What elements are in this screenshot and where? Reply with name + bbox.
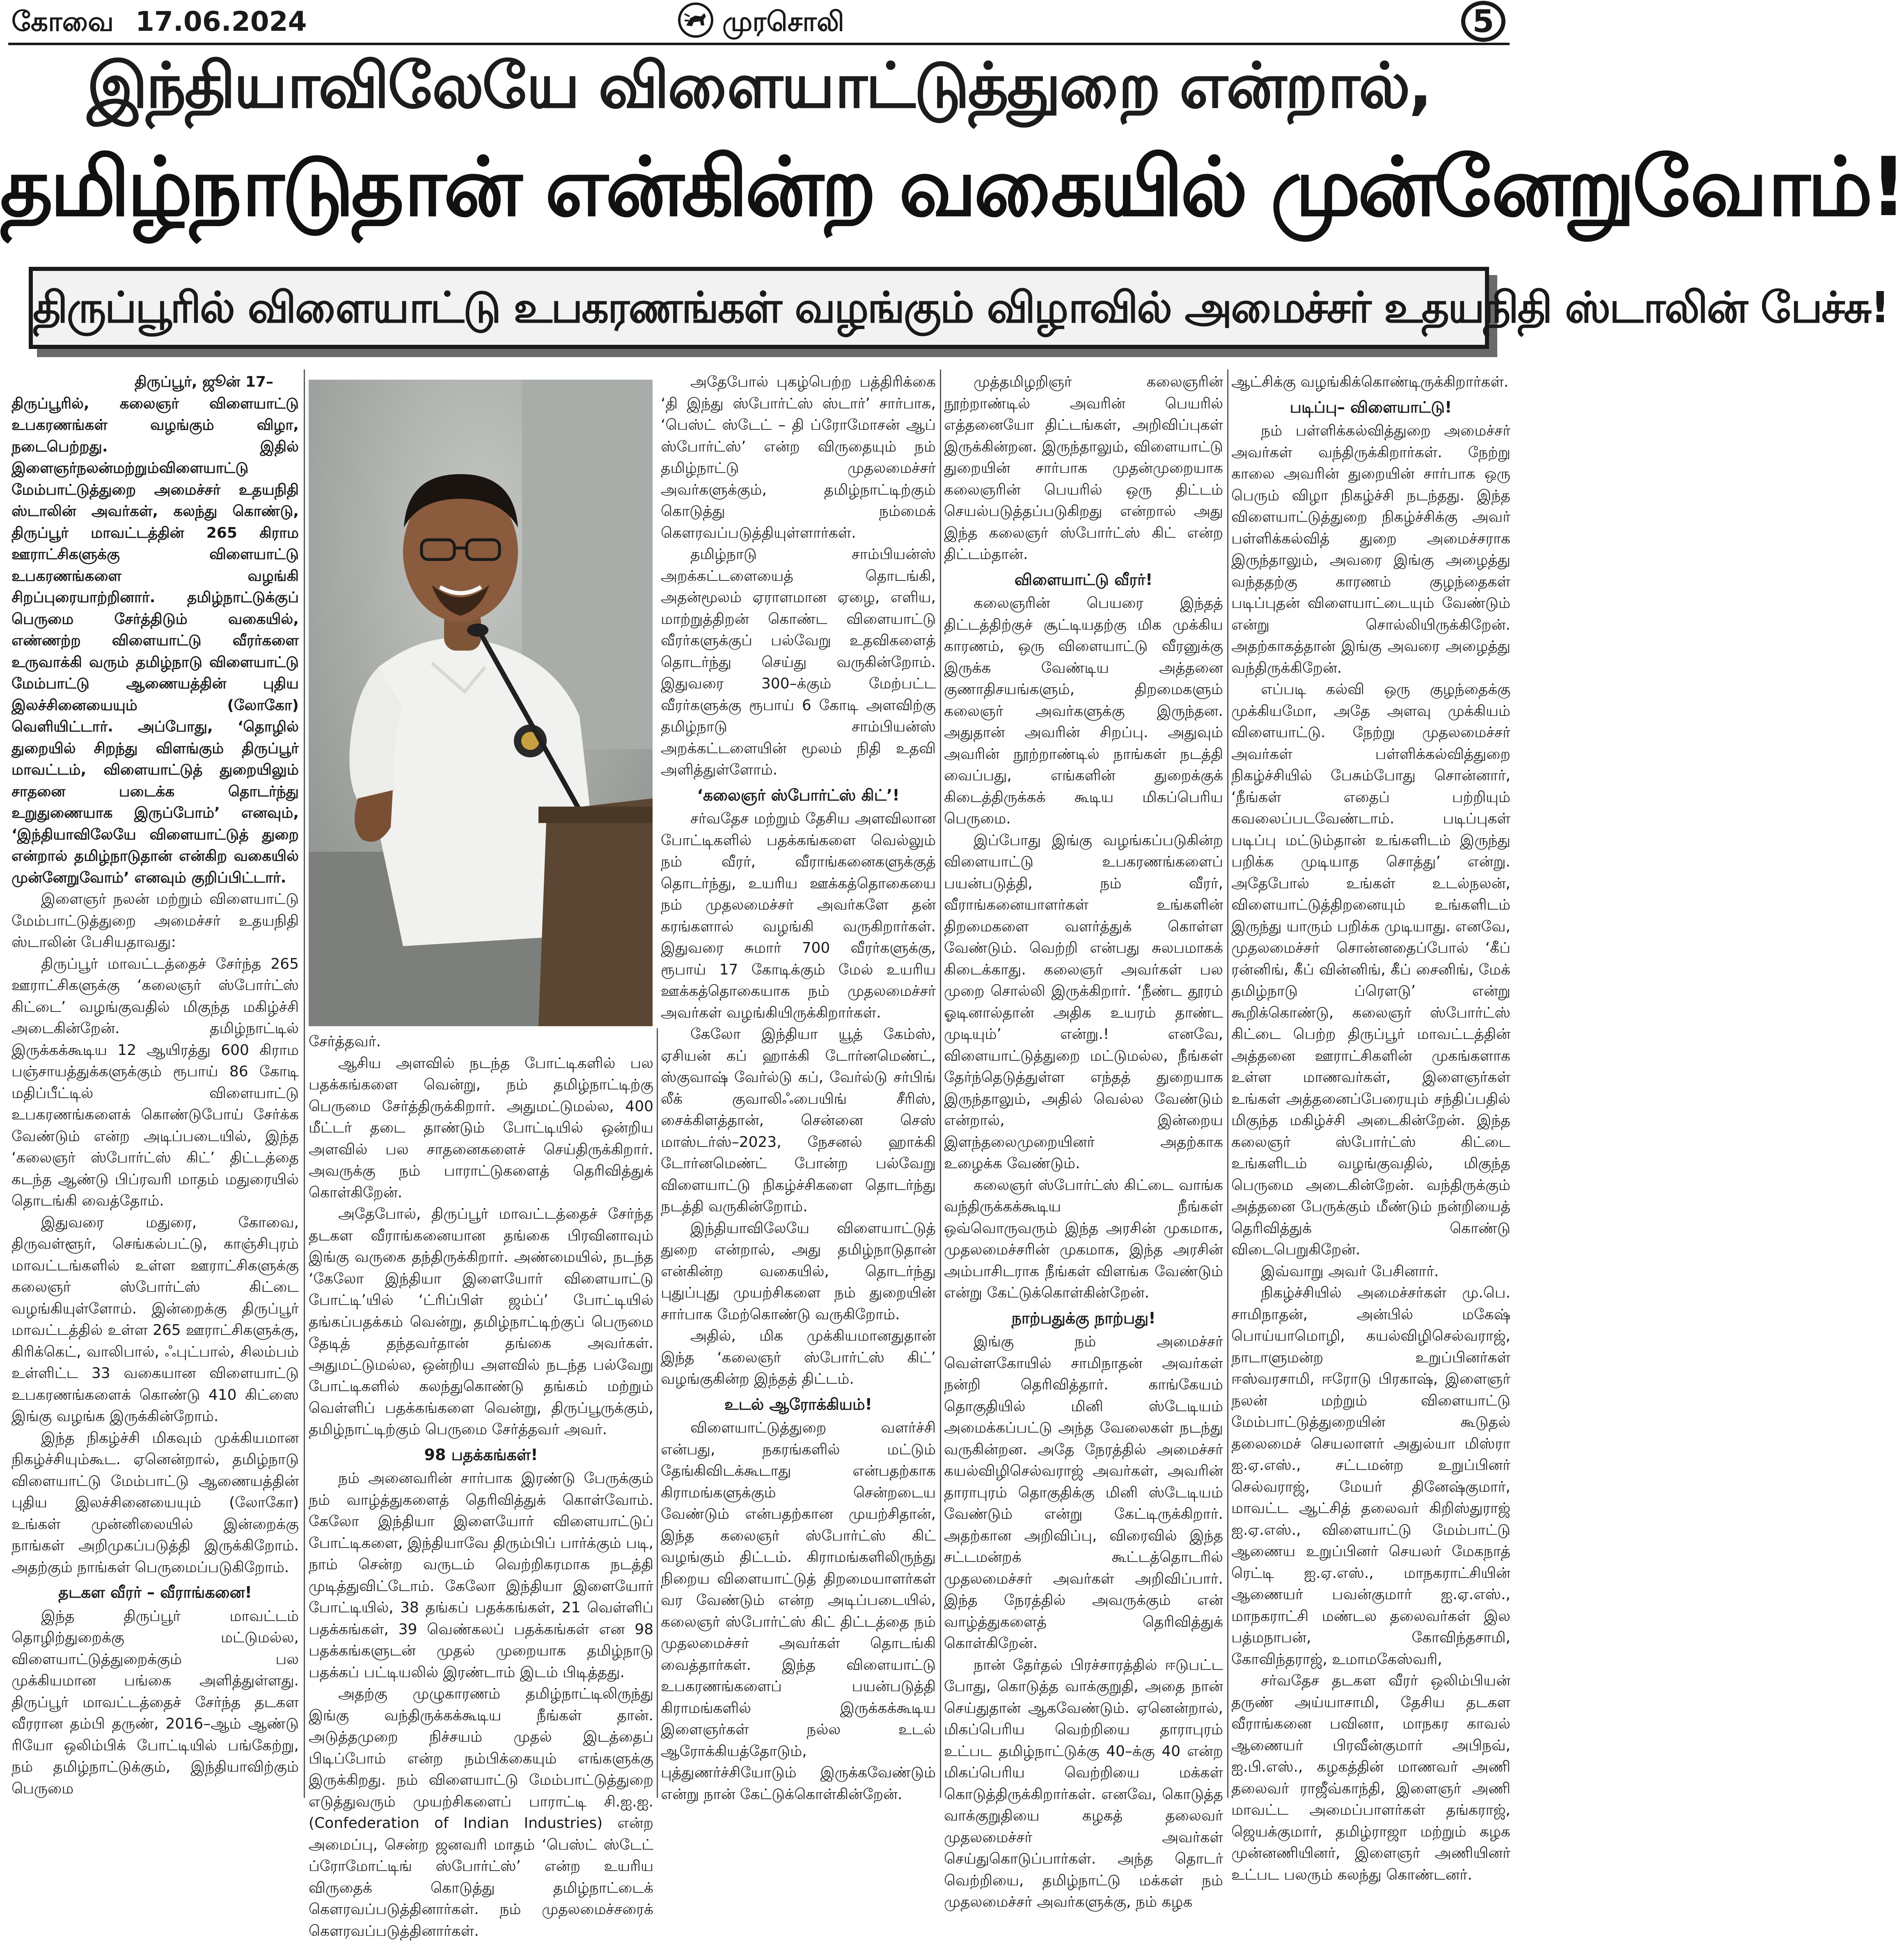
article-paragraph: சேர்த்தவர்.: [309, 1033, 381, 1050]
article-paragraph: திருப்பூரில், கலைஞர் விளையாட்டு உபகரணங்கள் வழங்கும் விழா, நடைபெற்றது. இதில் இளைஞர்நலன்மற்றும்விளையாட்டு மேம்பாட்டுத்துறை அமைச்சர் உதயநிதி ஸ்டாலின் அவர்கள், கலந்து கொண்டு, திருப்பூர் மாவட்டத்தின் 265 கிராம ஊராட்சிகளுக்கு விளையாட்டு உபகரணங்களை வழங்கி சிறப்புரையாற்றினார். தமிழ்நாட்டுக்குப் பெருமை சேர்த்திடும் வகையில், எண்ணற்ற விளையாட்டு வீரர்களை உருவாக்கி வரும் தமிழ்நாடு விளையாட்டு மேம்பாட்டு ஆணையத்தின் புதிய இலச்சினையையும் (லோகோ) வெளியிட்டார். அப்போது, ‘தொழில் துறையில் சிறந்து விளங்கும் திருப்பூர் மாவட்டம், விளையாட்டுத் துறையிலும் சாதனை படைக்க தொடர்ந்து உறுதுணையாக இருப்போம்’ எனவும், ‘இந்தியாவிலேயே விளையாட்டுத் துறை என்றால் தமிழ்நாடுதான் என்கிற வகையில் முன்னேறுவோம்’ எனவும் குறிப்பிட்டார்.: [11, 395, 299, 886]
article-paragraph: இந்தியாவிலேயே விளையாட்டுத் துறை என்றால், அது தமிழ்நாடுதான் என்கின்ற வகையில், தொடர்ந்து புதுப்புது முயற்சிகளை நம் துறையின் சார்பாக மேற்கொண்டு வருகிறோம்.: [661, 1220, 936, 1323]
article-paragraph: விளையாட்டுத்துறை வளர்ச்சி என்பது, நகரங்களில் மட்டும் தேங்கிவிடக்கூடாது என்பதற்காக கிராமங்களுக்கும் சென்றடைய வேண்டும் என்பதற்கான முயற்சிதான், இந்த கலைஞர் ஸ்போர்ட்ஸ் கிட் வழங்கும் திட்டம். கிராமங்களிலிருந்து நிறைய விளையாட்டுத் திறமையாளர்கள் வர வேண்டும் என்ற அடிப்படையில், கலைஞர் ஸ்போர்ட்ஸ் கிட் திட்டத்தை நம் முதலமைச்சர் அவர்கள் தொடங்கி வைத்தார்கள். இந்த விளையாட்டு உபகரணங்களைப் பயன்படுத்தி கிராமங்களில் இருக்கக்கூடிய இளைஞர்கள் நல்ல உடல் ஆரோக்கியத்தோடும், புத்துணர்ச்சியோடும் இருக்கவேண்டும் என்று நான் கேட்டுக்கொள்கின்றேன்.: [661, 1419, 936, 1803]
article-paragraph: திருப்பூர், ஜூன் 17–: [135, 374, 273, 390]
section-subheading: நாற்பதுக்கு நாற்பது!: [1011, 1309, 1156, 1327]
article-paragraph: சர்வதேச தடகள வீரர் ஒலிம்பியன் தருண் அய்யாசாமி, தேசிய தடகள வீராங்கனை பவினா, மாநகர காவல் ஆணையர் பிரவீன்குமார் அபிநவ், ஐ.பி.எஸ்., கழகத்தின் மாணவர் அணி தலைவர் ராஜீவ்காந்தி, இளைஞர் அணி மாவட்ட அமைப்பாளர்கள் தங்கராஜ், ஜெயக்குமார், தமிழ்ராஜா மற்றும் கழக முன்னணியினர், இளைஞர் அணியினர் உட்பட பலரும் கலந்து கொண்டனர்.: [1231, 1672, 1510, 1883]
column-divider: [1227, 369, 1228, 1798]
article-paragraph: இந்த நிகழ்ச்சி மிகவும் முக்கியமான நிகழ்ச்சியும்கூட. ஏனென்றால், தமிழ்நாடு விளையாட்டு மேம்பாட்டு ஆணையத்தின் புதிய இலச்சினையையும் (லோகோ) உங்கள் முன்னிலையில் இன்றைக்கு நாங்கள் அறிமுகப்படுத்தி இருக்கிறோம். அதற்கும் நாங்கள் பெருமைப்படுகிறோம்.: [11, 1429, 299, 1576]
column-divider: [304, 369, 305, 1798]
article-paragraph: நம் அனைவரின் சார்பாக இரண்டு பேருக்கும் நம் வாழ்த்துகளைத் தெரிவித்துக் கொள்வோம். கேலோ இந்தியா இளையோர் விளையாட்டுப் போட்டிகளை, இந்தியாவே திரும்பிப் பார்க்கும் படி, நாம் சென்ற வருடம் வெற்றிகரமாக நடத்தி முடித்துவிட்டோம். கேலோ இந்தியா இளையோர் போட்டியில், 38 தங்கப் பதக்கங்கள், 21 வெள்ளிப் பதக்கங்கள், 39 வெண்கலப் பதக்கங்கள் என 98 பதக்கங்களுடன் முதல் முறையாக தமிழ்நாடு பதக்கப் பட்டியலில் இரண்டாம் இடம் பிடித்தது.: [309, 1470, 653, 1681]
article-paragraph: அதில், மிக முக்கியமானதுதான் இந்த ‘கலைஞர் ஸ்போர்ட்ஸ் கிட்’ வழங்குகின்ற இந்தத் திட்டம்.: [661, 1328, 936, 1387]
page-number-badge: 5: [1461, 1, 1505, 42]
minister-speaking-photo: [309, 380, 653, 1026]
article-paragraph: நான் தேர்தல் பிரச்சாரத்தில் ஈடுபட்ட போது, கொடுத்த வாக்குறுதி, அதை நான் செய்துதான் ஆகவேண்டும். ஏனென்றால், மிகப்பெரிய வெற்றியை தாராபுரம் உட்பட தமிழ்நாட்டுக்கு 40–க்கு 40 என்ற மிகப்பெரிய வெற்றியை மக்கள் கொடுத்திருக்கிறார்கள். எனவே, கொடுத்த வாக்குறுதியை கழகத் தலைவர் முதலமைச்சர் அவர்கள் செய்துகொடுப்பார்கள். அந்த தொடர் வெற்றியை, தமிழ்நாட்டு மக்கள் நம் முதலமைச்சர் அவர்களுக்கு, நம் கழக: [944, 1656, 1223, 1910]
section-subheading: உடல் ஆரோக்கியம்!: [724, 1395, 872, 1413]
article-paragraph: இந்த திருப்பூர் மாவட்டம் தொழிற்துறைக்கு மட்டுமல்ல, விளையாட்டுத்துறைக்கும் பல முக்கியமான பங்கை அளித்துள்ளது. திருப்பூர் மாவட்டத்தைச் சேர்ந்த தடகள வீரரான தம்பி தருண், 2016–ஆம் ஆண்டு ரியோ ஒலிம்பிக் போட்டியில் பங்கேற்று, நம் தமிழ்நாட்டுக்கும், இந்தியாவிற்கும் பெருமை: [11, 1607, 299, 1797]
section-subheading: படிப்பு– விளையாட்டு!: [1290, 398, 1452, 416]
newspaper-emblem-icon: [677, 2, 714, 39]
article-paragraph: இங்கு நம் அமைச்சர் வெள்ளகோயில் சாமிநாதன் அவர்கள் நன்றி தெரிவித்தார். காங்கேயம் தொகுதியில் மினி ஸ்டேடியம் அமைக்கப்பட்டு அந்த வேலைகள் நடந்து வருகின்றன. அதே நேரத்தில் அமைச்சர் கயல்விழிசெல்வராஜ் அவர்கள், அவரின் தாராபுரம் தொகுதிக்கு மினி ஸ்டேடியம் வேண்டும் என்று கேட்டிருக்கிறார். அதற்கான அறிவிப்பு, விரைவில் இந்த சட்டமன்றக் கூட்டத்தொடரில் முதலமைச்சர் அவர்கள் அறிவிப்பார். இந்த நேரத்தில் அவருக்கும் என் வாழ்த்துகளைத் தெரிவித்துக் கொள்கிறேன்.: [944, 1333, 1223, 1652]
article-column-3: [661, 371, 936, 1808]
article-paragraph: ஆசிய அளவில் நடந்த போட்டிகளில் பல பதக்கங்களை வென்று, நம் தமிழ்நாட்டிற்கு பெருமை சேர்த்திருக்கிறார். அதுமட்டுமல்ல, 400 மீட்டர் தடை தாண்டும் போட்டியில் ஒன்றிய அளவில் பல சாதனைகளைச் செய்திருக்கிறார். அவருக்கு நம் பாராட்டுகளைத் தெரிவித்துக் கொள்கிறேன்.: [309, 1055, 653, 1201]
column-divider: [657, 1028, 658, 1798]
section-subheading: 98 பதக்கங்கள்!: [424, 1445, 538, 1464]
article-column-4: [944, 371, 1223, 1910]
article-paragraph: இதுவரை மதுரை, கோவை, திருவள்ளூர், செங்கல்பட்டு, காஞ்சிபுரம் மாவட்டங்களில் உள்ள ஊராட்சிகளுக்கு கலைஞர் ஸ்போர்ட்ஸ் கிட்டை வழங்கியுள்ளோம். இன்றைக்கு திருப்பூர் மாவட்டத்தில் உள்ள 265 ஊராட்சிகளுக்கு, கிரிக்கெட், வாலிபால், ஃபுட்பால், சிலம்பம் உள்ளிட்ட 33 வகையான விளையாட்டு உபகரணங்களைக் கொண்டு 410 கிட்ஸை இங்கு வழங்க இருக்கின்றோம்.: [11, 1214, 299, 1425]
column-divider: [940, 369, 941, 1798]
article-paragraph: இப்போது இங்கு வழங்கப்படுகின்ற விளையாட்டு உபகரணங்களைப் பயன்படுத்தி, நம் வீரர், வீராங்கனையாளர்கள் உங்களின் திறமைகளை வளர்த்துக் கொள்ள வேண்டும். வெற்றி என்பது சுலபமாகக் கிடைக்காது. கலைஞர் அவர்கள் பல முறை சொல்லி இருக்கிறார். ‘நீண்ட தூரம் ஓடினால்தான் அதிக உயரம் தாண்ட முடியும்’ என்று.! எனவே, விளையாட்டுத்துறை மட்டுமல்ல, நீங்கள் தேர்ந்தெடுத்துள்ள எந்தத் துறையாக இருந்தாலும், அதில் வெல்ல வேண்டும் என்றால், இன்றைய இளந்தலைமுறையினர் அதற்காக உழைக்க வேண்டும்.: [944, 832, 1223, 1172]
newspaper-name: முரசொலி: [722, 6, 844, 37]
article-paragraph: கலைஞர் ஸ்போர்ட்ஸ் கிட்டை வாங்க வந்திருக்கக்கூடிய நீங்கள் ஒவ்வொருவரும் இந்த அரசின் முகமாக, முதலமைச்சரின் முகமாக, இந்த அரசின் அம்பாசிடராக நீங்கள் விளங்க வேண்டும் என்று கேட்டுக்கொள்கின்றேன்.: [944, 1176, 1223, 1301]
article-paragraph: நிகழ்ச்சியில் அமைச்சர்கள் மு.பெ. சாமிநாதன், அன்பில் மகேஷ் பொய்யாமொழி, கயல்விழிசெல்வராஜ், நாடாளுமன்ற உறுப்பினர்கள் ஈஸ்வரசாமி, ஈரோடு பிரகாஷ், இளைஞர் நலன் மற்றும் விளையாட்டு மேம்பாட்டுத்துறையின் கூடுதல் தலைமைச் செயலாளர் அதுல்யா மிஸ்ரா ஐ.ஏ.எஸ்., சட்டமன்ற உறுப்பினர் செல்வராஜ், மேயர் தினேஷ்குமார், மாவட்ட ஆட்சித் தலைவர் கிறிஸ்துராஜ் ஐ.ஏ.எஸ்., விளையாட்டு மேம்பாட்டு ஆணைய உறுப்பினர் செயலர் மேகநாத் ரெட்டி ஐ.ஏ.எஸ்., மாநகராட்சியின் ஆணையர் பவன்குமார் ஐ.ஏ.எஸ்., மாநகராட்சி மண்டல தலைவர்கள் இல பத்மநாபன், கோவிந்தசாமி, கோவிந்தராஜ், உமாமகேஸ்வரி,: [1231, 1284, 1510, 1668]
article-paragraph: அதேபோல், திருப்பூர் மாவட்டத்தைச் சேர்ந்த தடகள வீராங்கனையான தங்கை பிரவினாவும் இங்கு வருகை தந்திருக்கிறார். அண்மையில், நடந்த ‘கேலோ இந்தியா இளையோர் விளையாட்டு போட்டி’யில் ‘ட்ரிப்பிள் ஜம்ப்’ போட்டியில் தங்கப்பதக்கம் வென்று, தமிழ்நாட்டிற்குப் பெருமை தேடித் தந்தவர்தான் தங்கை அவர்கள். அதுமட்டுமல்ல, ஒன்றிய அளவில் நடந்த பல்வேறு போட்டிகளில் கலந்துகொண்டு தங்கம் மற்றும் வெள்ளிப் பதக்கங்களை வென்று, திருப்பூருக்கும், தமிழ்நாட்டிற்கும் பெருமை சேர்த்தவர் அவர்.: [309, 1206, 653, 1438]
article-paragraph: இவ்வாறு அவர் பேசினார்.: [1261, 1263, 1439, 1280]
article-paragraph: எப்படி கல்வி ஒரு குழந்தைக்கு முக்கியமோ, அதே அளவு முக்கியம் விளையாட்டு. நேற்று முதலமைச்சர் அவர்கள் பள்ளிக்கல்வித்துறை நிகழ்ச்சியில் பேசும்போது சொன்னார், ‘நீங்கள் எதைப் பற்றியும் கவலைப்படவேண்டாம். படிப்புகள் படிப்பு மட்டும்தான் உங்களிடம் இருந்து பறிக்க முடியாத சொத்து’ என்று. அதேபோல் உங்கள் உடல்நலன், விளையாட்டுத்திறனையும் உங்களிடம் இருந்து யாரும் பறிக்க முடியாது. எனவே, முதலமைச்சர் சொன்னதைப்போல் ‘கீப் ரன்னிங், கீப் வின்னிங், கீப் சைனிங், மேக் தமிழ்நாடு ப்ரௌடு’ என்று கூறிக்கொண்டு, கலைஞர் ஸ்போர்ட்ஸ் கிட்டை பெற்ற திருப்பூர் மாவட்டத்தின் அத்தனை ஊராட்சிகளின் முகங்களாக உள்ள மாணவர்கள், இளைஞர்கள் உங்கள் அத்தனைப்பேரையும் சந்திப்பதில் மிகுந்த மகிழ்ச்சி அடைகின்றேன். இந்த கலைஞர் ஸ்போர்ட்ஸ் கிட்டை உங்களிடம் வழங்குவதில், மிகுந்த பெருமை அடைகின்றேன். வந்திருக்கும் அத்தனை பேருக்கும் மீண்டும் நன்றியைத் தெரிவித்துக் கொண்டு விடைபெறுகிறேன்.: [1231, 681, 1510, 1258]
article-paragraph: தமிழ்நாடு சாம்பியன்ஸ் அறக்கட்டளையைத் தொடங்கி, அதன்மூலம் ஏராளமான ஏழை, எளிய, மாற்றுத்திறன் கொண்ட விளையாட்டு வீரர்களுக்குப் பல்வேறு உதவிகளைத் தொடர்ந்து செய்து வருகின்றோம். இதுவரை 300–க்கும் மேற்பட்ட வீரர்களுக்கு ரூபாய் 6 கோடி அளவிற்கு தமிழ்நாடு சாம்பியன்ஸ் அறக்கட்டளையின் மூலம் நிதி உதவி அளித்துள்ளோம்.: [661, 546, 936, 778]
article-paragraph: கேலோ இந்தியா யூத் கேம்ஸ், ஏசியன் கப் ஹாக்கி டோர்னமெண்ட், ஸ்குவாஷ் வேர்ல்டு கப், வேர்ல்டு சர்பிங் லீக் குவாலிஃபையிங் சீரிஸ், சைக்கிளத்தான், சென்னை செஸ் மாஸ்டர்ஸ்–2023, நேசனல் ஹாக்கி டோர்னமெண்ட் போன்ற பல்வேறு விளையாட்டு நிகழ்ச்சிகளை தொடர்ந்து நடத்தி வருகின்றோம்.: [661, 1026, 936, 1215]
article-paragraph: ஆட்சிக்கு வழங்கிக்கொண்டிருக்கிறார்கள்.: [1231, 374, 1509, 390]
article-paragraph: சர்வதேச மற்றும் தேசிய அளவிலான போட்டிகளில் பதக்கங்களை வெல்லும் நம் வீரர், வீராங்கனைகளுக்குத் தொடர்ந்து, உயரிய ஊக்கத்தொகையை நம் முதலமைச்சர் அவர்களே தன் கரங்களால் வழங்கி வருகிறார்கள். இதுவரை சுமார் 700 வீரர்களுக்கு, ரூபாய் 17 கோடிக்கும் மேல் உயரிய ஊக்கத்தொகையாக நம் முதலமைச்சர் அவர்கள் வழங்கியிருக்கிறார்கள்.: [661, 810, 936, 1021]
masthead-rule: [8, 43, 1510, 45]
section-subheading: ‘கலைஞர் ஸ்போர்ட்ஸ் கிட்’!: [697, 786, 900, 804]
article-paragraph: திருப்பூர் மாவட்டத்தைச் சேர்ந்த 265 ஊராட்சிகளுக்கு ‘கலைஞர் ஸ்போர்ட்ஸ் கிட்டை’ வழங்குவதில் மிகுந்த மகிழ்ச்சி அடைகின்றேன். தமிழ்நாட்டில் இருக்கக்கூடிய 12 ஆயிரத்து 600 கிராம பஞ்சாயத்துக்களுக்கும் ரூபாய் 86 கோடி மதிப்பீட்டில் விளையாட்டு உபகரணங்களைக் கொண்டுபோய் சேர்க்க வேண்டும் என்ற அடிப்படையில், இந்த ‘கலைஞர் ஸ்போர்ட்ஸ் கிட்’ திட்டத்தை கடந்த ஆண்டு பிப்ரவரி மாதம் மதுரையில் தொடங்கி வைத்தோம்.: [11, 955, 299, 1209]
edition-date: 17.06.2024: [135, 6, 307, 37]
headline-line-2: தமிழ்நாடுதான் என்கின்ற வகையில் முன்னேறுவோம்!: [0, 140, 1904, 234]
article-paragraph: அதற்கு முழுகாரணம் தமிழ்நாட்டிலிருந்து இங்கு வந்திருக்கக்கூடிய நீங்கள் தான். அடுத்தமுறை நிச்சயம் முதல் இடத்தைப் பிடிப்போம் என்ற நம்பிக்கையும் எங்களுக்கு இருக்கிறது. நம் விளையாட்டு மேம்பாட்டுத்துறை எடுத்துவரும் முயற்சிகளைப் பாராட்டி சி.ஐ.ஐ. (Confederation of Indian Industries) என்ற அமைப்பு, சென்ற ஜனவரி மாதம் ‘பெஸ்ட் ஸ்டேட் ப்ரோமோட்டிங் ஸ்போர்ட்ஸ்’ என்ற உயரிய விருதைக் கொடுத்து தமிழ்நாட்டைக் கௌரவப்படுத்தினார்கள். நம் முதலமைச்சரைக் கௌரவப்படுத்தினார்கள்.: [309, 1685, 653, 1940]
article-paragraph: நம் பள்ளிக்கல்வித்துறை அமைச்சர் அவர்கள் வந்திருக்கிறார்கள். நேற்று காலை அவரின் துறையின் சார்பாக ஒரு பெரும் விழா நிகழ்ச்சி நடந்தது. இந்த விளையாட்டுத்துறை நிகழ்ச்சிக்கு அவர் பள்ளிக்கல்வித் துறை அமைச்சராக இருந்தாலும், அவரை இங்கு அழைத்து வந்ததற்கு காரணம் குழந்தைகள் படிப்புதன் விளையாட்டையும் வேண்டும் என்று சொல்லியிருக்கிறேன். அதற்காகத்தான் இங்கு அவரை அழைத்து வந்திருக்கிறேன்.: [1231, 422, 1510, 676]
article-paragraph: இளைஞர் நலன் மற்றும் விளையாட்டு மேம்பாட்டுத்துறை அமைச்சர் உதயநிதி ஸ்டாலின் பேசியதாவது:: [11, 891, 299, 951]
subheadline-box: திருப்பூரில் விளையாட்டு உபகரணங்கள் வழங்கும் விழாவில் அமைச்சர் உதயநிதி ஸ்டாலின் பேச்சு!: [29, 267, 1489, 349]
section-subheading: தடகள வீரர் – வீராங்கனை!: [58, 1583, 252, 1601]
article-paragraph: முத்தமிழறிஞர் கலைஞரின் நூற்றாண்டில் அவரின் பெயரில் எத்தனையோ திட்டங்கள், அறிவிப்புகள் இருக்கின்றன. இருந்தாலும், விளையாட்டு துறையின் சார்பாக முதன்முறையாக கலைஞரின் பெயரில் ஒரு திட்டம் செயல்படுத்தப்படுகிறது என்றால் அது இந்த கலைஞர் ஸ்போர்ட்ஸ் கிட் என்ற திட்டம்தான்.: [944, 374, 1223, 563]
article-column-2: [309, 1031, 653, 1940]
headline-line-1: இந்தியாவிலேயே விளையாட்டுத்துறை என்றால்,: [87, 49, 1431, 122]
masthead: [0, 0, 1518, 45]
article-paragraph: கலைஞரின் பெயரை இந்தத் திட்டத்திற்குச் சூட்டியதற்கு மிக முக்கிய காரணம், ஒரு விளையாட்டு வீரனுக்கு இருக்க வேண்டிய அத்தனை குணாதிசயங்களும், திறமைகளும் கலைஞர் அவர்களுக்கு இருந்தன. அதுதான் அவரின் சிறப்பு. அதுவும் அவரின் நூற்றாண்டில் நாங்கள் நடத்தி வைப்பது, எங்களின் துறைக்குக் கிடைத்திருக்கக் கூடிய மிகப்பெரிய பெருமை.: [944, 595, 1223, 827]
article-column-1: [11, 371, 299, 1808]
section-subheading: விளையாட்டு வீரர்!: [1014, 570, 1153, 589]
photo-illustration: [309, 380, 653, 1026]
edition-city: கோவை: [11, 6, 114, 37]
article-column-5: [1231, 371, 1510, 1883]
article-paragraph: அதேபோல் புகழ்பெற்ற பத்திரிக்கை ‘தி இந்து ஸ்போர்ட்ஸ் ஸ்டார்’ சார்பாக, ‘பெஸ்ட் ஸ்டேட் – தி ப்ரோமோசன் ஆப் ஸ்போர்ட்ஸ்’ என்ற விருதையும் நம் தமிழ்நாட்டு முதலமைச்சர் அவர்களுக்கும், தமிழ்நாட்டிற்கும் கொடுத்து நம்மைக் கௌரவப்படுத்தியுள்ளார்கள்.: [661, 374, 936, 541]
